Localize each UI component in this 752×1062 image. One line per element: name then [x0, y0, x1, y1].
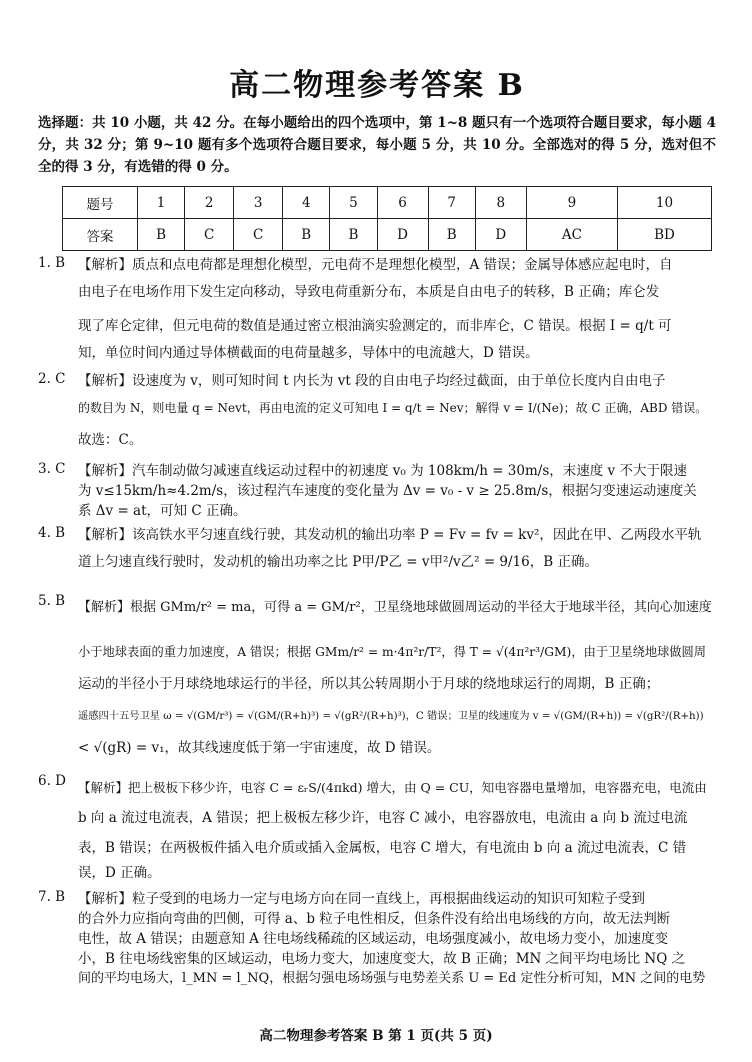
- answer-cell: C: [185, 219, 234, 251]
- instructions: 选择题：共 10 小题，共 42 分。在每小题给出的四个选项中，第 1~8 题只有一个选项符合题目要求，每小题 4 分，共 32 分；第 9~10 题有多个选项符合题目要求，每小题 5 分，共 10 分。全部选对的得 5 分，选对但不全的得 3 分，有选错的得 0 分。: [38, 115, 716, 175]
- explanation-item: [38, 889, 716, 989]
- question-number: 5: [330, 187, 377, 219]
- explanation-item: [38, 461, 716, 521]
- question-number: 10: [617, 187, 711, 219]
- explanation-line: 【解析】粒子受到的电场力一定与电场方向在同一直线上，再根据曲线运动的知识可知粒子受到: [78, 891, 645, 907]
- answer-cell: D: [475, 219, 526, 251]
- answer-cell: B: [428, 219, 475, 251]
- question-number: 3: [234, 187, 283, 219]
- explanation-line: 知，单位时间内通过导体横截面的电荷量越多，导体中的电流越大，D 错误。: [78, 345, 539, 361]
- explanation-line: 表，B 错误；在两极板件插入电介质或插入金属板，电容 C 增大，有电流由 b 向 a 流过电流表，C 错: [78, 840, 687, 856]
- answer-cell: B: [138, 219, 185, 251]
- explanation-line: 由电子在电场作用下发生定向移动，导致电荷重新分布，本质是自由电子的转移，B 正确；库仑发: [78, 284, 660, 300]
- question-number: 4: [283, 187, 330, 219]
- item-number: 3. C: [38, 461, 66, 477]
- explanation-line: 遥感四十五号卫星 ω = √(GM/r³) = √(GM/(R+h)³) = √(gR²/(R+h)³)，C 错误；卫星的线速度为 v = √(GM/(R+h)) = √(gR²/(R+h)): [78, 710, 704, 722]
- explanation-line: 【解析】把上极板下移少许，电容 C = εᵣS/(4πkd) 增大，由 Q = CU，知电容器电量增加，电容器充电，电流由: [78, 780, 707, 795]
- explanation-item: [38, 773, 716, 883]
- explanation-item: [38, 255, 716, 363]
- explanation-line: 的数目为 N，则电量 q = Nevt，再由电流的定义可知电 I = q/t = Nev；解得 v = I/(Ne)；故 C 正确，ABD 错误。: [78, 401, 708, 415]
- explanation-line: < √(gR) = v₁，故其线速度低于第一宇宙速度，故 D 错误。: [78, 740, 441, 756]
- page-footer: 高二物理参考答案 B 第 1 页(共 5 页): [259, 1028, 493, 1044]
- explanation-line: 【解析】质点和点电荷都是理想化模型，元电荷不是理想化模型，A 错误；金属导体感应起电时，自: [78, 257, 673, 273]
- item-number: 5. B: [38, 593, 66, 609]
- explanation-line: 小于地球表面的重力加速度，A 错误；根据 GMm/r² = m·4π²r/T²，得 T = √(4π²r³/GM)，由于卫星绕地球做圆周: [78, 645, 707, 659]
- answer-cell: BD: [617, 219, 711, 251]
- explanation-line: 间的平均电场大，l_MN = l_NQ，根据匀强电场场强与电势差关系 U = Ed 定性分析可知，MN 之间的电势: [78, 971, 706, 986]
- item-number: 2. C: [38, 371, 66, 387]
- item-number: 6. D: [38, 773, 66, 789]
- explanation-line: 【解析】设速度为 v，则可知时间 t 内长为 vt 段的自由电子均经过截面，由于单位长度内自由电子: [78, 373, 666, 389]
- question-number: 8: [475, 187, 526, 219]
- explanation-item: [38, 525, 716, 579]
- question-number: 2: [185, 187, 234, 219]
- explanation-line: 道上匀速直线行驶时，发动机的输出功率之比 P甲/P乙 = v甲²/v乙² = 9/16，B 正确。: [78, 554, 598, 570]
- answer-page: [38, 0, 716, 989]
- question-number: 9: [526, 187, 617, 219]
- answer-cell: D: [377, 219, 428, 251]
- row-label-question: 题号: [63, 187, 138, 219]
- item-number: 1. B: [38, 255, 66, 271]
- question-number: 1: [138, 187, 185, 219]
- explanation-line: 【解析】根据 GMm/r² = ma，可得 a = GM/r²，卫星绕地球做圆周运动的半径大于地球半径，其向心加速度: [78, 600, 712, 615]
- explanation-line: 系 Δv = at，可知 C 正确。: [78, 503, 247, 519]
- explanation-line: 误，D 正确。: [78, 865, 161, 881]
- explanation-line: 为 v≤15km/h≈4.2m/s，该过程汽车速度的变化量为 Δv = v₀ - v ≥ 25.8m/s，根据匀变速运动速度关: [78, 483, 697, 499]
- explanation-item: [38, 371, 716, 455]
- explanation-line: 【解析】汽车制动做匀减速直线运动过程中的初速度 v₀ 为 108km/h = 30m/s，末速度 v 不大于限速: [78, 463, 687, 479]
- explanation-line: 运动的半径小于月球绕地球运行的半径，所以其公转周期小于月球的绕地球运行的周期，B 正确；: [78, 676, 660, 692]
- explanation-line: 现了库仑定律，但元电荷的数值是通过密立根油滴实验测定的，而非库仑，C 错误。根据 I = q/t 可: [78, 318, 672, 334]
- answer-cell: B: [330, 219, 377, 251]
- question-number: 7: [428, 187, 475, 219]
- answer-cell: B: [283, 219, 330, 251]
- question-number-row: [63, 187, 712, 219]
- page-title: 高二物理参考答案 B: [229, 68, 525, 103]
- question-number: 6: [377, 187, 428, 219]
- explanation-line: 电性，故 A 错误；由题意知 A 往电场线稀疏的区域运动，电场强度减小，故电场力变小，加速度变: [78, 931, 669, 947]
- answer-row: [63, 219, 712, 251]
- explanation-line: 【解析】该高铁水平匀速直线行驶，其发动机的输出功率 P = Fv = fv = kv²，因此在甲、乙两段水平轨: [78, 527, 702, 543]
- explanation-line: 故选：C。: [78, 432, 143, 448]
- answer-table: [62, 186, 712, 251]
- explanation-line: b 向 a 流过电流表，A 错误；把上极板左移少许，电容 C 减小，电容器放电，电流由 a 向 b 流过电流: [78, 810, 688, 826]
- explanation-item: [38, 593, 716, 763]
- explanation-line: 的合外力应指向弯曲的凹侧，可得 a、b 粒子电性相反，但条件没有给出电场线的方向，故无法判断: [78, 911, 671, 927]
- item-number: 4. B: [38, 525, 66, 541]
- explanation-line: 小，B 往电场线密集的区域运动，电场力变大，加速度变大，故 B 正确；MN 之间平均电场比 NQ 之: [78, 951, 686, 967]
- answer-cell: C: [234, 219, 283, 251]
- row-label-answer: 答案: [63, 219, 138, 251]
- item-number: 7. B: [38, 889, 66, 905]
- answer-cell: AC: [526, 219, 617, 251]
